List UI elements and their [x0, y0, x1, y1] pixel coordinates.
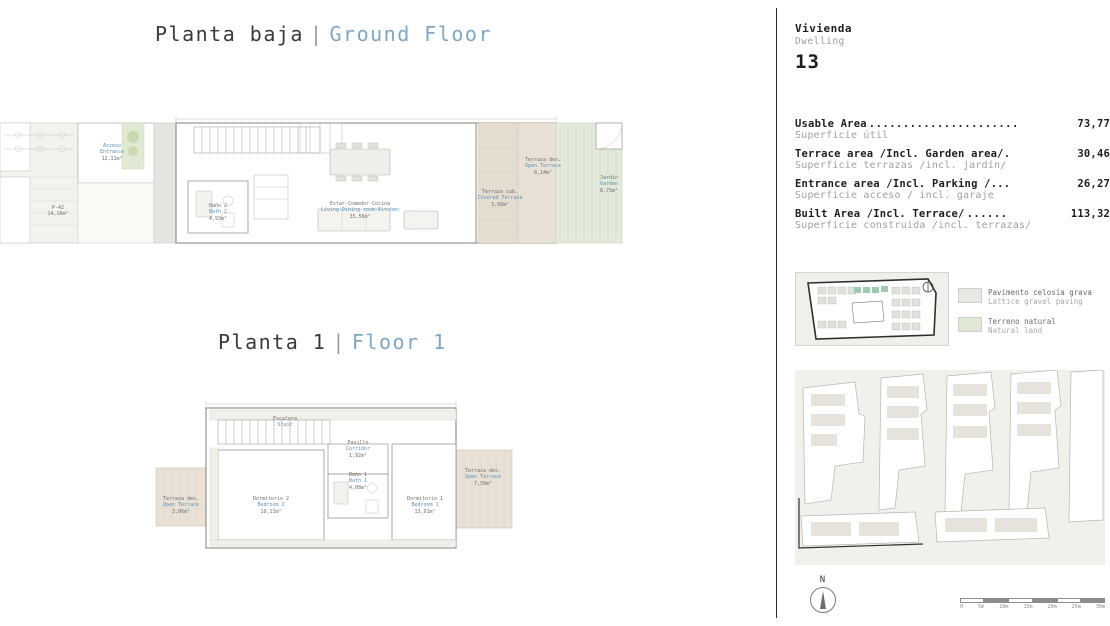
area-row-usable [795, 118, 1110, 130]
ground-floor-title-separator: | [309, 22, 324, 46]
dwelling-number: 13 [795, 51, 820, 73]
first-floor-plan [150, 398, 530, 558]
site-key-plan-drawing [796, 273, 948, 345]
room-label-bath1-area: 4,08m² [348, 484, 368, 491]
scale-segment [1008, 598, 1032, 603]
legend-gravel-en: Lattice gravel paving [988, 297, 1083, 307]
room-label-living-en: Living-Dining room-Kitchen [320, 207, 400, 214]
scale-tick: 10m [999, 604, 1009, 610]
room-label-bath2-es: Baño 2 [208, 203, 228, 209]
masterplan-diagram [795, 370, 1105, 565]
area-label-entrance-es: Superficie acceso / incl. garaje [795, 190, 995, 201]
room-label-entrance-area: 12,11m² [101, 155, 123, 162]
legend-natural-land-en: Natural land [988, 326, 1043, 336]
scale-segment [1057, 598, 1081, 603]
dwelling-label-es: Vivienda [795, 22, 852, 35]
area-dots-usable: ...................... [868, 118, 1019, 130]
north-arrow [803, 575, 843, 613]
room-label-bedroom1-en: Bedroom 1 [411, 502, 439, 509]
scale-bar [960, 598, 1105, 610]
room-label-entrance-en: Entrance [99, 149, 125, 156]
room-label-open-terrace-gf-area: 8,14m² [533, 169, 553, 176]
north-needle-icon [820, 591, 826, 609]
first-floor-title-es: Planta 1 [218, 330, 327, 354]
dwelling-label-en: Dwelling [795, 36, 845, 47]
north-label: N [819, 575, 827, 585]
scale-tick: 15m [1023, 604, 1033, 610]
area-row-terrace [795, 148, 1110, 160]
room-label-bath2-area: 4,93m² [208, 215, 228, 222]
area-row-entrance [795, 178, 1110, 190]
site-key-plan [795, 272, 949, 346]
legend-gravel-es: Pavimento celosía grava [988, 288, 1092, 297]
area-value-terrace: 30,46 [1077, 148, 1110, 160]
room-label-corridor-es: Pasillo [347, 440, 369, 446]
room-label-bath2-en: Bath 2 [208, 209, 228, 216]
room-label-bath1-en: Bath 1 [348, 478, 368, 485]
area-schedule [795, 118, 1110, 238]
ground-floor-plan [0, 105, 680, 270]
scale-tick: 0 [960, 604, 964, 610]
area-label-usable-en: Usable Area [795, 118, 867, 130]
room-label-garden-es: Jardín [599, 175, 619, 181]
scale-segment [984, 598, 1008, 603]
legend-text-gravel [988, 288, 1092, 307]
area-label-built-en: Built Area /Incl. Terrace/ [795, 208, 965, 220]
room-label-stair-es: Escalera [272, 416, 298, 422]
ground-floor-title-es: Planta baja [155, 22, 304, 46]
legend-swatch-gravel [958, 288, 982, 303]
north-circle [810, 587, 836, 613]
ground-floor-title-en: Ground Floor [329, 22, 492, 46]
room-label-bedroom2-en: Bedroom 2 [257, 502, 285, 509]
room-label-covered-terrace-area: 3,08m² [490, 201, 510, 208]
first-floor-title-separator: | [332, 330, 346, 354]
scale-tick: 25m [1071, 604, 1081, 610]
scale-bar-ticks [960, 604, 1105, 610]
area-value-usable: 73,77 [1077, 118, 1110, 130]
room-label-stair-en: Stair [277, 422, 293, 429]
scale-segment [1033, 598, 1057, 603]
first-floor-title [218, 330, 447, 354]
scale-bar-segments [960, 598, 1105, 603]
room-label-bedroom1-es: Dormitorio 1 [406, 496, 444, 502]
room-label-corridor-area: 1,92m² [348, 452, 368, 459]
room-label-open-terrace-right-area: 7,39m² [473, 480, 493, 487]
legend-text-natural-land [988, 317, 1056, 336]
first-floor-plan-drawing [150, 398, 530, 558]
room-label-bath1-es: Baño 1 [348, 472, 368, 478]
dwelling-block [795, 22, 852, 73]
area-label-terrace-en: Terrace area /Incl. Garden area/. [795, 148, 1011, 160]
materials-legend [958, 288, 1108, 346]
room-label-open-terrace-left-es: Terraza des. [162, 496, 200, 502]
room-label-open-terrace-right-es: Terraza des. [464, 468, 502, 474]
legend-swatch-natural-land [958, 317, 982, 332]
room-label-parking-es: P-42 [51, 205, 65, 211]
first-floor-title-en: Floor 1 [351, 330, 447, 354]
room-label-open-terrace-left-area: 3,06m² [171, 508, 191, 515]
room-label-open-terrace-gf-en: Open Terrace [524, 163, 562, 170]
room-label-corridor-en: Corridor [345, 446, 371, 453]
room-label-open-terrace-right-en: Open Terrace [464, 474, 502, 481]
ground-floor-plan-drawing [0, 105, 680, 270]
area-label-built-es: Superficie construida /incl. terrazas/ [795, 220, 1032, 231]
scale-tick: 30m [1095, 604, 1105, 610]
vertical-divider [776, 8, 777, 618]
scale-tick: 5m [978, 604, 985, 610]
ground-floor-title [155, 22, 492, 46]
room-label-open-terrace-left-en: Open Terrace [162, 502, 200, 509]
room-label-living-area: 35,56m² [349, 213, 371, 220]
scale-segment [1081, 598, 1105, 603]
scale-segment [960, 598, 984, 603]
room-label-covered-terrace-en: Covered Terrace [477, 195, 523, 202]
scale-tick: 20m [1047, 604, 1057, 610]
area-label-entrance-en: Entrance area /Incl. Parking /... [795, 178, 1011, 190]
room-label-parking-area: 14,16m² [47, 211, 69, 218]
room-label-entrance-es: Acceso [102, 143, 122, 149]
room-label-garden-area: 8,79m² [599, 187, 619, 194]
area-row-built [795, 208, 1110, 220]
room-label-bedroom1-area: 13,91m² [414, 508, 436, 515]
legend-natural-land-es: Terreno natural [988, 316, 1056, 326]
room-label-garden-en: Garden [599, 181, 619, 188]
area-value-entrance: 26,27 [1077, 178, 1110, 190]
room-label-bedroom2-es: Dormitorio 2 [252, 496, 290, 502]
legend-item-natural-land [958, 317, 1108, 336]
info-pane [795, 0, 1110, 626]
legend-item-gravel [958, 288, 1108, 307]
area-value-built: 113,32 [1070, 208, 1110, 220]
area-label-usable-es: Superficie útil [795, 130, 889, 141]
masterplan-drawing [795, 370, 1105, 565]
area-label-terrace-es: Superficie terrazas /incl. jardín/ [795, 160, 1007, 171]
area-dots-built: ...... [966, 208, 1008, 220]
room-label-open-terrace-gf-es: Terraza des. [524, 157, 562, 163]
room-label-covered-terrace-es: Terraza cub. [481, 189, 519, 195]
room-label-living-es: Estar-Comedor-Cocina [329, 201, 391, 207]
room-label-bedroom2-area: 10,11m² [260, 508, 282, 515]
